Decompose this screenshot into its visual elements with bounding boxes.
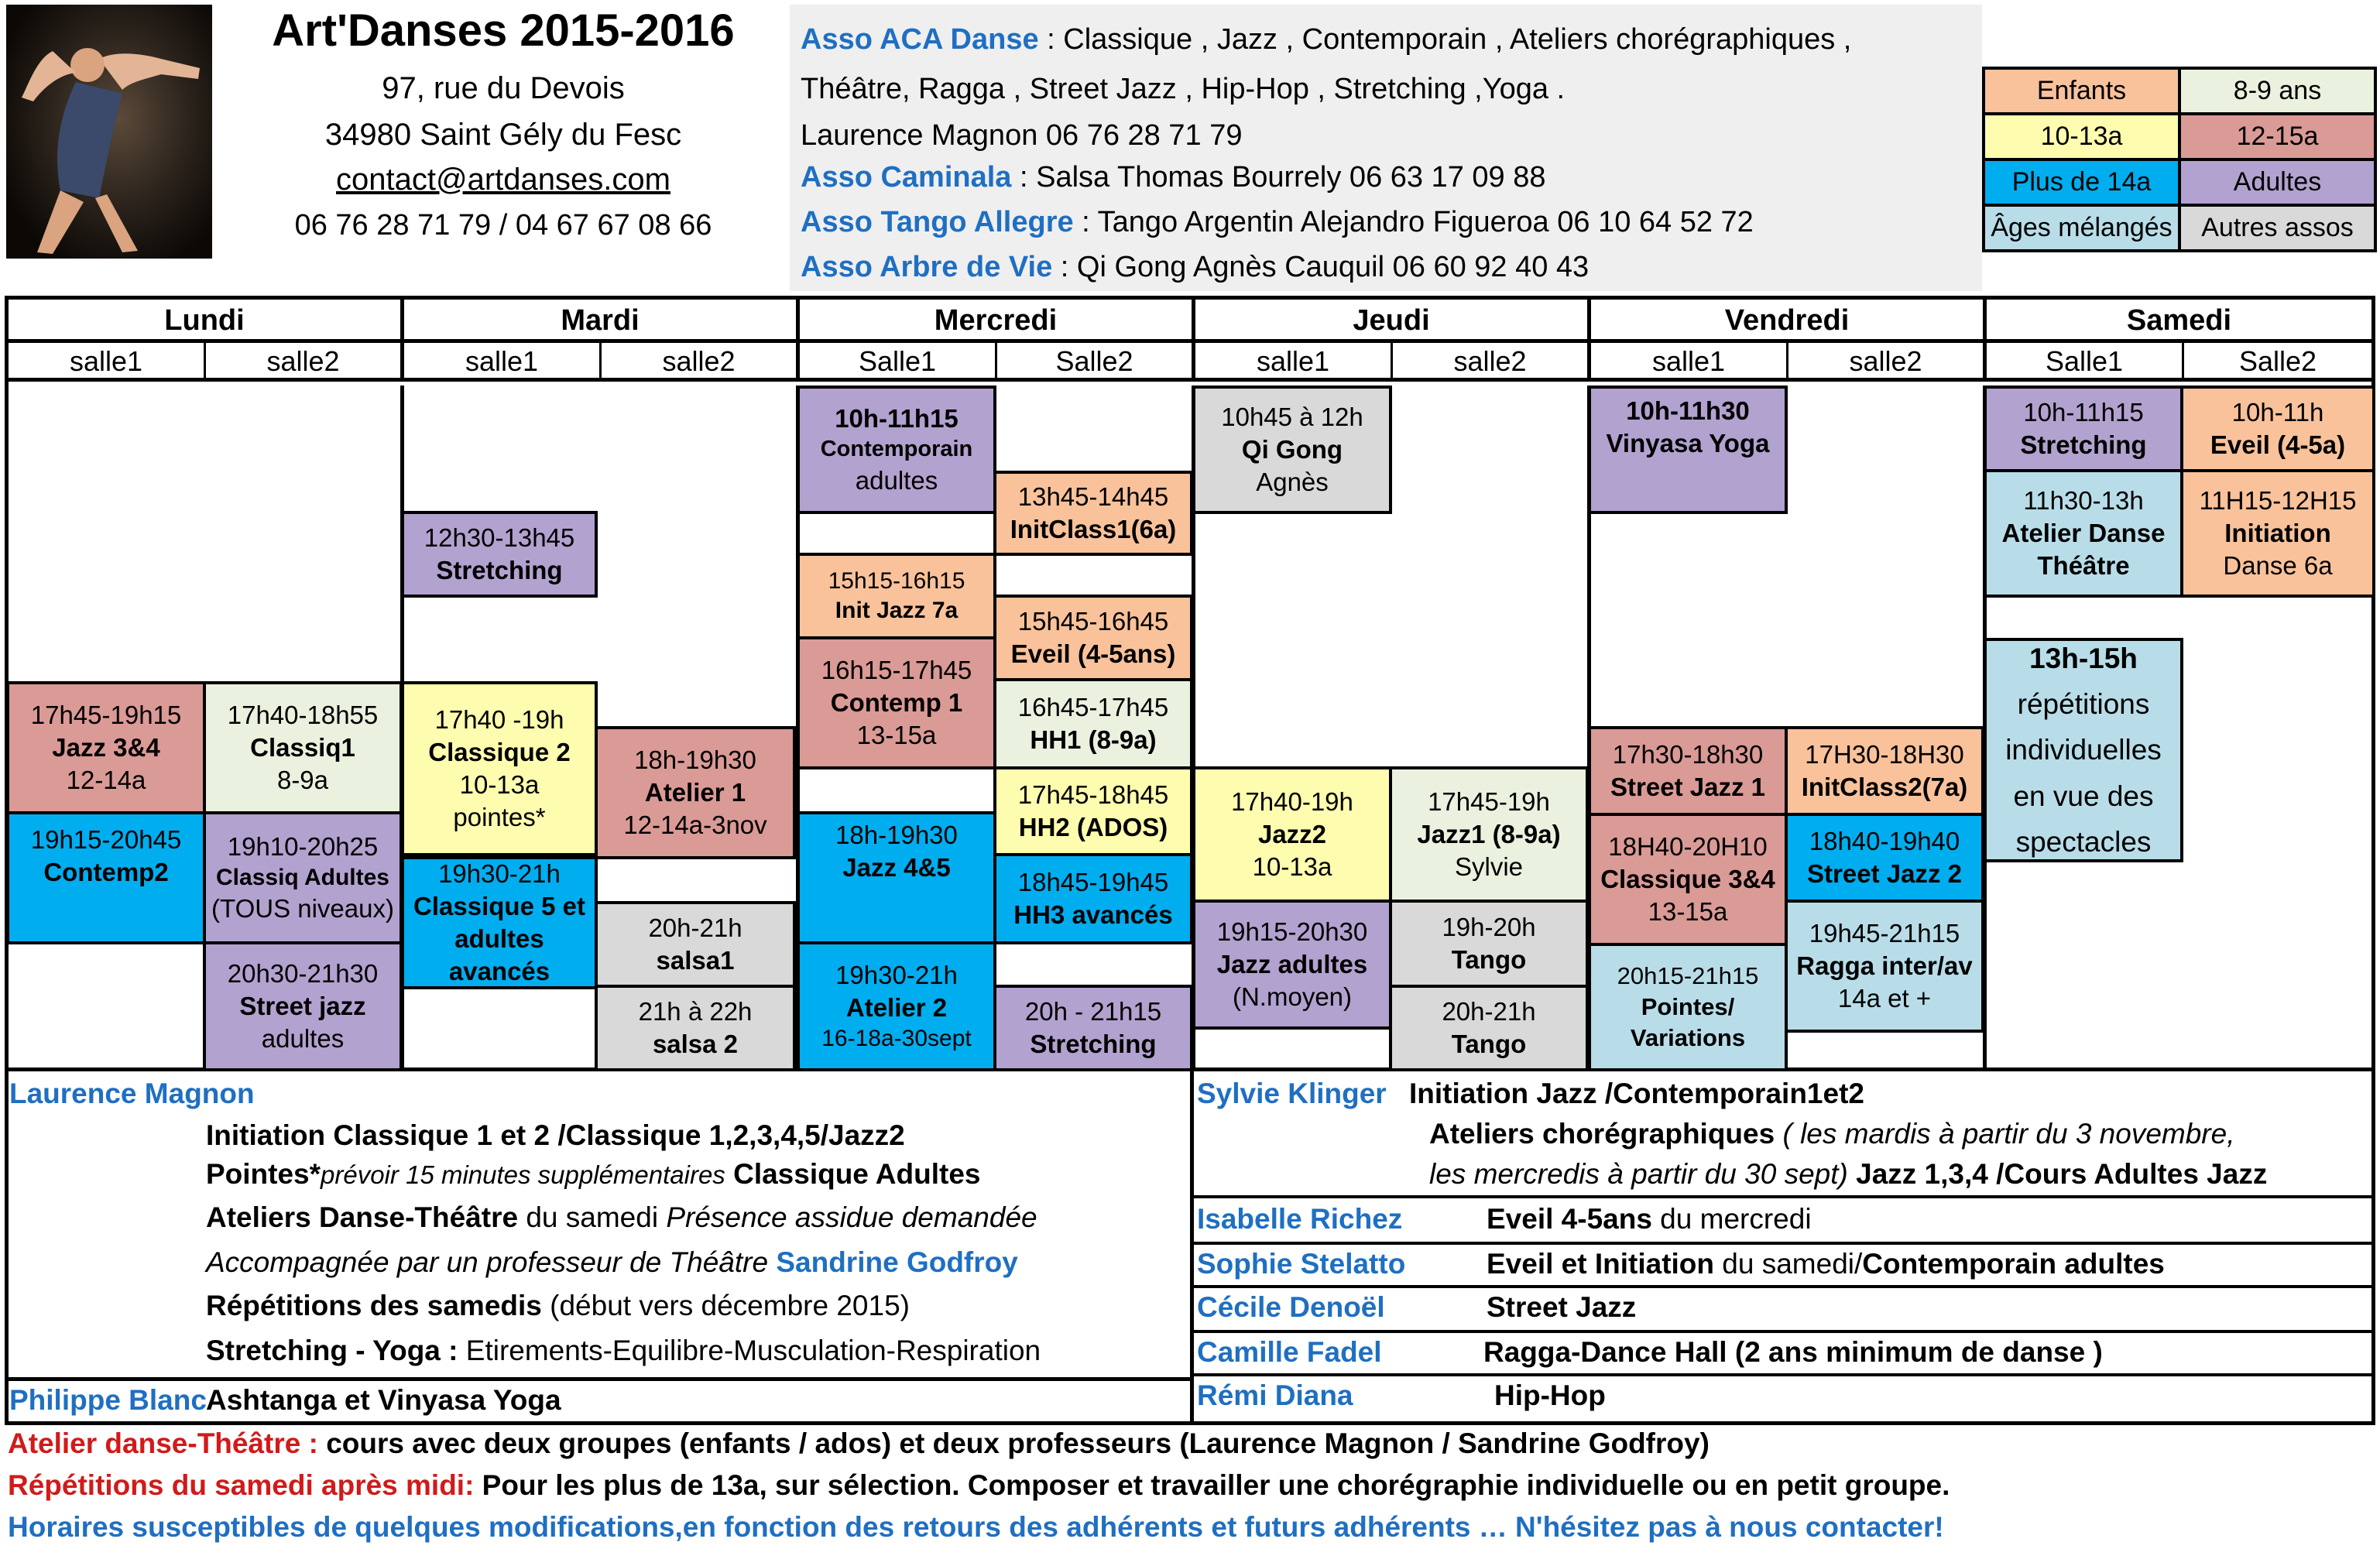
legend-item: Adultes	[2181, 161, 2374, 204]
teacher-info: Ashtanga et Vinyasa Yoga	[206, 1384, 561, 1416]
teacher-info: Hip-Hop	[1494, 1379, 1606, 1411]
class-block[interactable]: 11H15-12H15 Initiation Danse 6a	[2180, 469, 2375, 598]
legend-item: Autres assos	[2181, 207, 2374, 249]
legend-item: 12-15a	[2181, 115, 2374, 158]
class-block[interactable]: 16h15-17h45 Contemp 1 13-15a	[797, 636, 996, 769]
class-block[interactable]: 17h45-19h Jazz1 (8-9a) Sylvie	[1389, 766, 1589, 903]
class-block[interactable]: 12h30-13h45 Stretching	[401, 511, 598, 598]
teacher-info: les mercredis à partir du 30 sept) Jazz 1,3,4 /Cours Adultes Jazz	[1429, 1158, 2268, 1190]
class-block[interactable]: 13h45-14h45 InitClass1(6a)	[993, 471, 1193, 556]
class-block[interactable]: 19h15-20h45 Contemp2	[6, 811, 206, 944]
room-header: salle1	[1591, 343, 1788, 382]
class-block[interactable]: 19h30-21h Atelier 2 16-18a-30sept	[797, 941, 996, 1071]
class-block[interactable]: 19h-20h Tango	[1389, 900, 1589, 988]
footer-note: Atelier danse-Théâtre : cours avec deux groupes (enfants / ados) et deux professeurs (Laurence Magnon / Sandrine Godfroy)	[8, 1427, 1710, 1459]
class-block[interactable]: 10h-11h Eveil (4-5a)	[2180, 386, 2375, 472]
class-block[interactable]: 19h45-21h15 Ragga inter/av 14a et +	[1785, 900, 1984, 1033]
legend-item: Plus de 14a	[1985, 161, 2178, 204]
room-header: salle2	[206, 343, 404, 382]
asso-line: Théâtre, Ragga , Street Jazz , Hip-Hop , Stretching ,Yoga .	[801, 73, 1566, 105]
teacher-name: Cécile Denoël	[1197, 1291, 1385, 1323]
class-block[interactable]: 17h45-18h45 HH2 (ADOS)	[993, 766, 1193, 856]
asso-line: Laurence Magnon 06 76 28 71 79	[801, 119, 1243, 152]
class-block[interactable]: 10h-11h15 Stretching	[1984, 386, 2183, 472]
class-block[interactable]: 15h45-16h45 Eveil (4-5ans)	[993, 595, 1193, 681]
class-block[interactable]: 20h15-21h15 Pointes/ Variations	[1588, 943, 1788, 1071]
page-title: Art'Danses 2015-2016	[272, 5, 735, 56]
class-block[interactable]: 15h15-16h15 Init Jazz 7a	[797, 553, 996, 639]
class-block[interactable]: 20h-21h salsa1	[595, 901, 796, 988]
teacher-info: Ateliers Danse-Théâtre du samedi Présence assidue demandée	[206, 1201, 1037, 1233]
teacher-info: Street Jazz	[1487, 1291, 1637, 1323]
room-header: salle1	[404, 343, 602, 382]
room-header: salle2	[1393, 343, 1591, 382]
age-legend	[1982, 67, 2377, 252]
address-line-1: 97, rue du Devois	[382, 71, 625, 105]
teacher-name: Philippe Blanc	[9, 1384, 207, 1416]
teacher-info: Pointes*prévoir 15 minutes supplémentaires Classique Adultes	[206, 1158, 981, 1190]
legend-item: 8-9 ans	[2181, 70, 2374, 112]
footer-note: Horaires susceptibles de quelques modifications,en fonction des retours des adhérents et futurs adhérents … N'hésitez pas à nous contacter!	[8, 1511, 1944, 1543]
class-block[interactable]: 16h45-17h45 HH1 (8-9a)	[993, 678, 1193, 769]
legend-item: 10-13a	[1985, 115, 2178, 158]
room-header: salle1	[1195, 343, 1393, 382]
teacher-info: Initiation Classique 1 et 2 /Classique 1,2,3,4,5/Jazz2	[206, 1119, 905, 1151]
class-block[interactable]: 18h40-19h40 Street Jazz 2	[1785, 813, 1984, 903]
footer-note: Répétitions du samedi après midi: Pour les plus de 13a, sur sélection. Composer et travailler une chorégraphie individuelle ou en petit groupe.	[8, 1469, 1950, 1501]
email-link[interactable]: contact@artdanses.com	[336, 163, 670, 197]
class-block[interactable]: 10h-11h30 Vinyasa Yoga	[1588, 386, 1788, 514]
day-header: Vendredi	[1591, 300, 1987, 343]
class-block[interactable]: 19h15-20h30 Jazz adultes (N.moyen)	[1192, 900, 1392, 1030]
asso-line: Asso ACA Danse : Classique , Jazz , Contemporain , Ateliers chorégraphiques ,	[801, 23, 1852, 56]
class-block[interactable]: 19h10-20h25 Classiq Adultes (TOUS niveaux)	[203, 811, 403, 944]
teacher-name: Isabelle Richez	[1197, 1203, 1403, 1235]
class-block[interactable]: 21h à 22h salsa 2	[595, 985, 796, 1071]
teacher-name: Sylvie Klinger	[1197, 1078, 1387, 1109]
day-header: Lundi	[9, 300, 404, 343]
class-block[interactable]: 13h-15h répétitions individuelles en vue des spectacles	[1984, 638, 2183, 862]
class-block[interactable]: 20h30-21h30 Street jazz adultes	[203, 941, 403, 1071]
phones: 06 76 28 71 79 / 04 67 67 08 66	[294, 209, 712, 242]
class-block[interactable]: 19h30-21h Classique 5 et adultes avancés	[401, 856, 598, 989]
day-header: Mardi	[404, 300, 800, 343]
class-block[interactable]: 20h - 21h15 Stretching	[993, 985, 1193, 1071]
teacher-name: Rémi Diana	[1197, 1379, 1353, 1411]
class-block[interactable]: 17h40-19h Jazz2 10-13a	[1192, 766, 1392, 903]
asso-line: Asso Arbre de Vie : Qi Gong Agnès Cauquil 06 60 92 40 43	[801, 251, 1590, 283]
class-block[interactable]: 10h45 à 12h Qi Gong Agnès	[1192, 386, 1392, 514]
teacher-name: Sophie Stelatto	[1197, 1248, 1406, 1280]
teacher-info: Répétitions des samedis (début vers décembre 2015)	[206, 1290, 910, 1321]
class-block[interactable]: 11h30-13h Atelier Danse Théâtre	[1984, 469, 2183, 598]
class-block[interactable]: 18H40-20H10 Classique 3&4 13-15a	[1588, 813, 1788, 946]
class-block[interactable]: 20h-21h Tango	[1389, 985, 1589, 1071]
room-header: Salle2	[2184, 343, 2371, 382]
legend-item: Enfants	[1985, 70, 2178, 112]
room-header: salle2	[602, 343, 800, 382]
teacher-name: Camille Fadel	[1197, 1336, 1382, 1368]
dancer-photo	[6, 5, 212, 259]
class-block[interactable]: 18h-19h30 Atelier 1 12-14a-3nov	[595, 726, 796, 859]
class-block[interactable]: 17h45-19h15 Jazz 3&4 12-14a	[6, 681, 206, 814]
asso-line: Asso Caminala : Salsa Thomas Bourrely 06 63 17 09 88	[801, 161, 1546, 194]
teacher-name: Laurence Magnon	[9, 1078, 255, 1109]
day-header: Samedi	[1987, 300, 2371, 343]
teacher-info: Initiation Jazz /Contemporain1et2	[1409, 1078, 1864, 1109]
teacher-info: Accompagnée par un professeur de Théâtre Sandrine Godfroy	[206, 1246, 1018, 1278]
room-header: Salle2	[997, 343, 1195, 382]
room-header: Salle1	[800, 343, 997, 382]
legend-item: Âges mélangés	[1985, 207, 2178, 249]
teacher-info: Ragga-Dance Hall (2 ans minimum de danse )	[1483, 1336, 2103, 1368]
teacher-info: Ateliers chorégraphiques ( les mardis à partir du 3 novembre,	[1429, 1118, 2235, 1150]
room-header: salle1	[9, 343, 206, 382]
room-header: Salle1	[1987, 343, 2184, 382]
teacher-info: Eveil et Initiation du samedi/Contemporain adultes	[1487, 1248, 2165, 1280]
day-header: Mercredi	[800, 300, 1195, 343]
teacher-info: Eveil 4-5ans du mercredi	[1487, 1203, 1812, 1235]
teacher-info: Stretching - Yoga : Etirements-Equilibre-Musculation-Respiration	[206, 1335, 1041, 1366]
class-block[interactable]: 10h-11h15 Contemporain adultes	[797, 386, 996, 514]
day-header: Jeudi	[1195, 300, 1591, 343]
class-block[interactable]: 17h40 -19h Classique 2 10-13a pointes*	[401, 681, 598, 856]
address-line-2: 34980 Saint Gély du Fesc	[324, 118, 682, 152]
room-header: salle2	[1788, 343, 1987, 382]
class-block[interactable]: 17H30-18H30 InitClass2(7a)	[1785, 726, 1984, 816]
asso-line: Asso Tango Allegre : Tango Argentin Alejandro Figueroa 06 10 64 52 72	[801, 206, 1754, 238]
class-block[interactable]: 17h30-18h30 Street Jazz 1	[1588, 726, 1788, 816]
class-block[interactable]: 18h45-19h45 HH3 avancés	[993, 853, 1193, 944]
class-block[interactable]: 18h-19h30 Jazz 4&5	[797, 811, 996, 944]
class-block[interactable]: 17h40-18h55 Classiq1 8-9a	[203, 681, 403, 814]
